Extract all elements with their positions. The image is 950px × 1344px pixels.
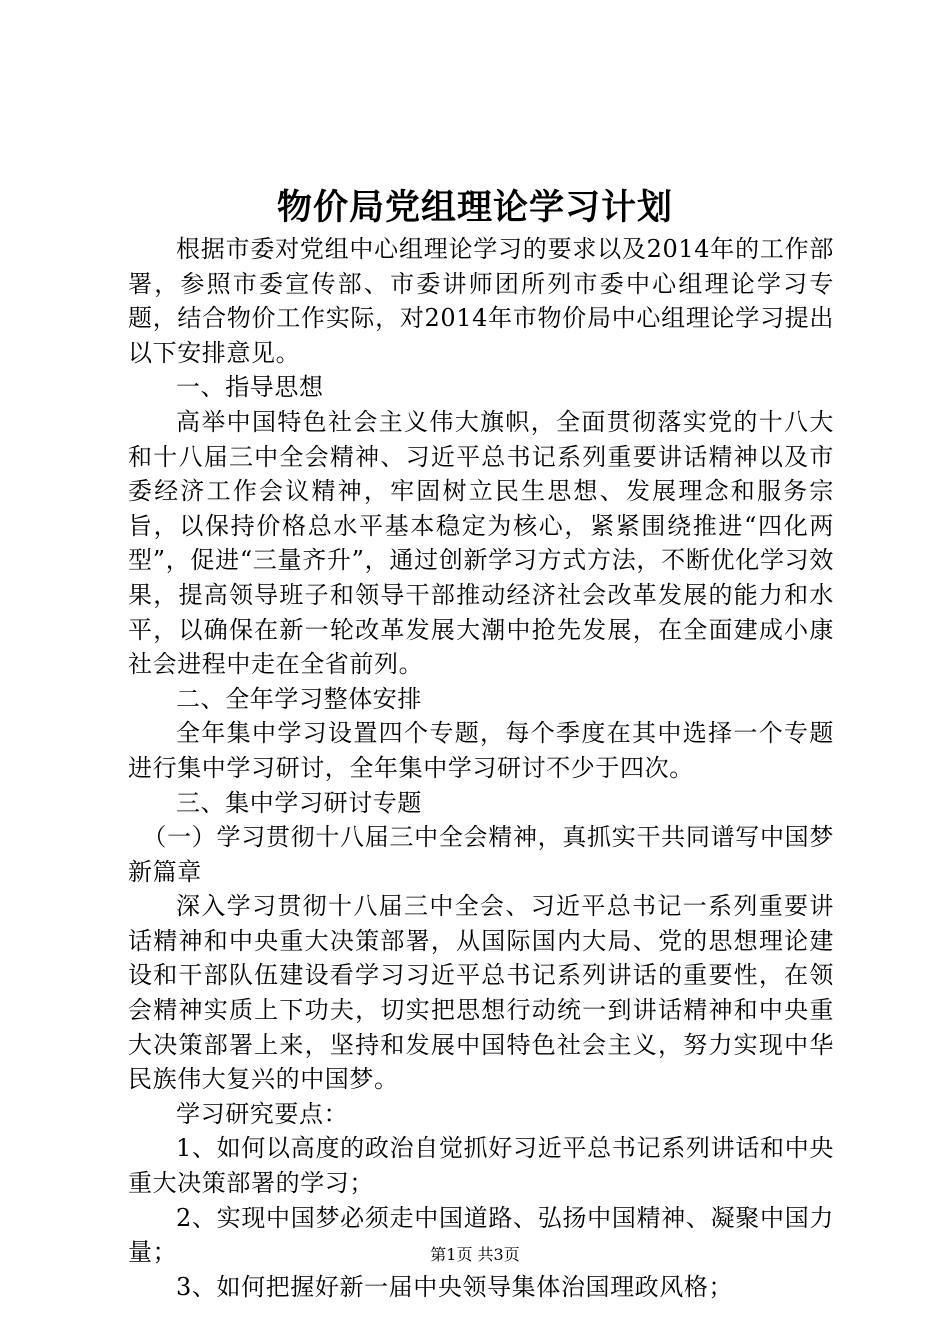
section-heading-study-topics: 三、集中学习研讨专题 xyxy=(176,788,422,817)
study-point-item: 2、实现中国梦必须走中国道路、弘扬中国精神、凝聚中国力量； xyxy=(128,1203,834,1267)
document-title: 物价局党组理论学习计划 xyxy=(276,187,673,228)
topic-one-paragraph: 深入学习贯彻十八届三中全会、习近平总书记一系列重要讲话精神和中央重大决策部署，从国际国内大局、党的思想理论建设和干部队伍建设看学习习近平总书记系列讲话的重要性，在领会精神实质上下功夫，切实把思想行动统一到讲话精神和中央重大决策部署上来，坚持和发展中国特色社会主义，努力实现中华民族伟大复兴的中国梦。 xyxy=(128,892,834,1094)
study-points-heading: 学习研究要点： xyxy=(176,1099,349,1128)
annual-arrangement-paragraph: 全年集中学习设置四个专题，每个季度在其中选择一个专题进行集中学习研讨，全年集中学习研讨不少于四次。 xyxy=(128,719,834,782)
intro-paragraph: 根据市委对党组中心组理论学习的要求以及2014年的工作部署，参照市委宣传部、市委讲师团所列市委中心组理论学习专题，结合物价工作实际，对2014年市物价局中心组理论学习提出以下安排意见。 xyxy=(128,235,834,367)
topic-one-heading: （一）学习贯彻十八届三中全会精神，真抓实干共同谱写中国梦新篇章 xyxy=(128,823,834,886)
document-body xyxy=(128,232,834,1304)
section-heading-annual-arrangement: 二、全年学习整体安排 xyxy=(176,684,422,713)
study-point-item: 3、如何把握好新一届中央领导集体治国理政风格； xyxy=(176,1272,734,1301)
page-footer: 第1页 共3页 xyxy=(430,1245,520,1264)
study-point-item: 1、如何以高度的政治自觉抓好习近平总书记系列讲话和中央重大决策部署的学习； xyxy=(128,1134,834,1198)
guiding-thought-paragraph: 高举中国特色社会主义伟大旗帜，全面贯彻落实党的十八大和十八届三中全会精神、习近平总书记系列重要讲话精神以及市委经济工作会议精神，牢固树立民生思想、发展理念和服务宗旨，以保持价格总水平基本稳定为核心，紧紧围绕推进“四化两型”，促进“三量齐升”，通过创新学习方式方法，不断优化学习效果，提高领导班子和领导干部推动经济社会改革发展的能力和水平，以确保在新一轮改革发展大潮中抢先发展，在全面建成小康社会进程中走在全省前列。 xyxy=(128,407,834,679)
section-heading-guiding-thought: 一、指导思想 xyxy=(176,373,324,402)
